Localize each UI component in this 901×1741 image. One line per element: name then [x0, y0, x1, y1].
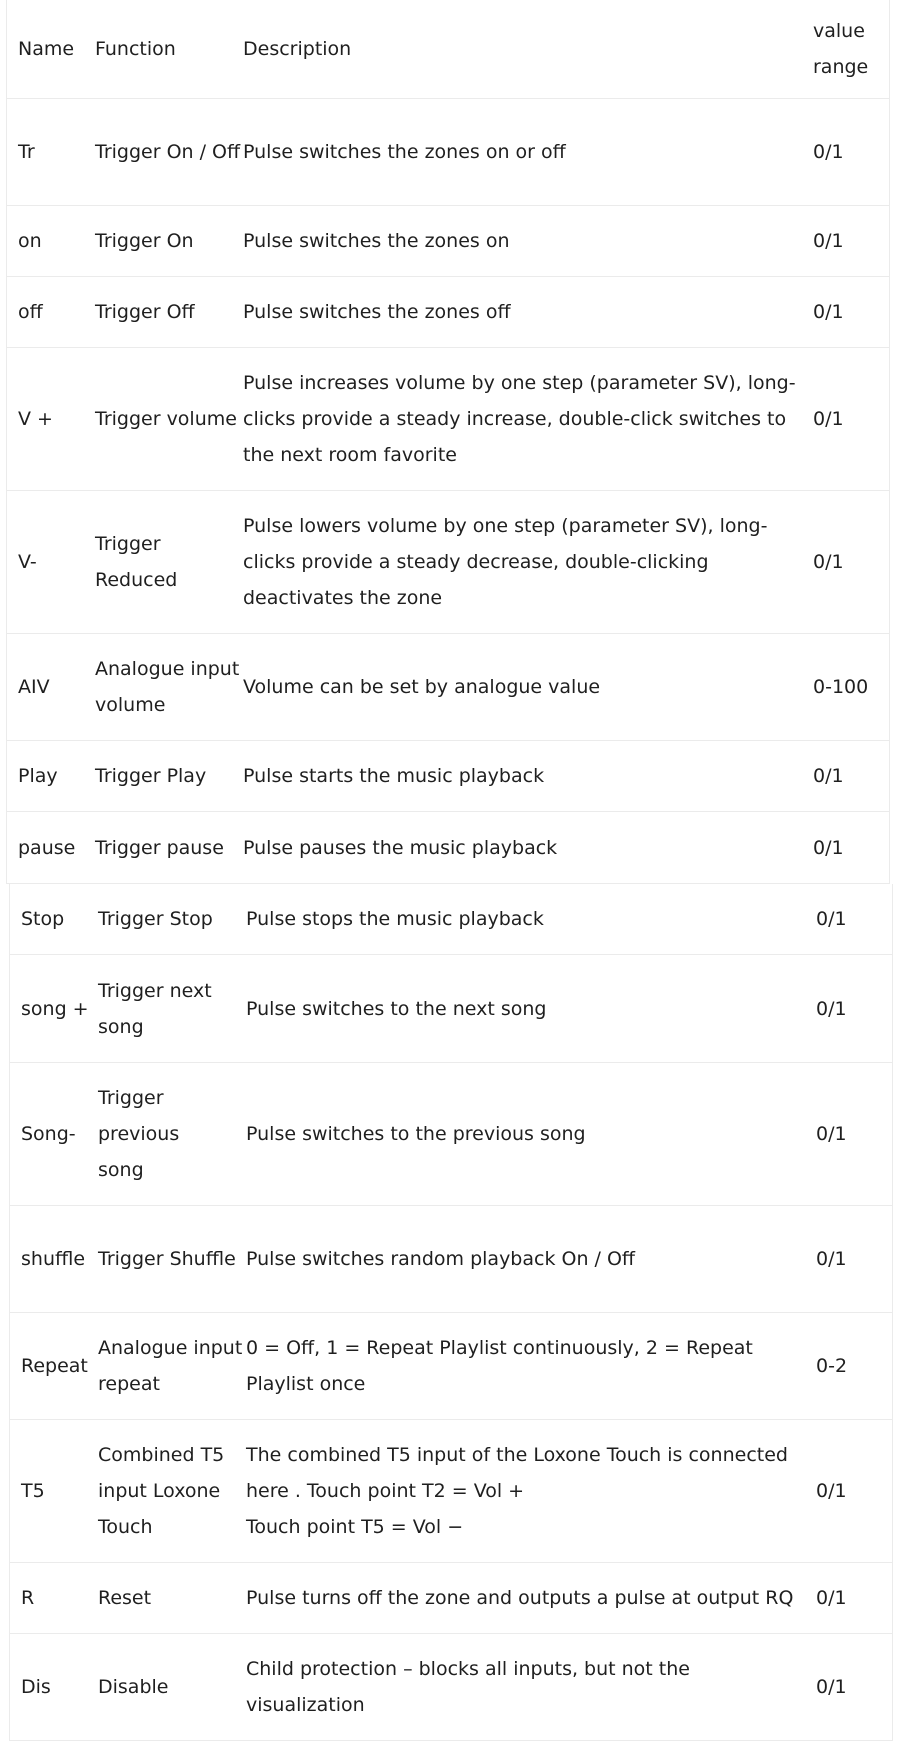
row-function: Trigger previous song: [98, 1087, 180, 1181]
row-description: Pulse increases volume by one step (parameter SV), long-clicks provide a steady increase, double-click switches to the next room favorite: [243, 372, 796, 466]
row-value-range: 0/1: [813, 408, 844, 430]
row-name: V +: [18, 408, 53, 430]
row-function: Trigger On: [95, 230, 194, 252]
row-function: Trigger Reduced: [95, 533, 178, 591]
table-row: [7, 277, 889, 348]
row-value-range: 0/1: [816, 1248, 847, 1270]
row-value-range: 0/1: [813, 836, 844, 859]
table-row: [10, 955, 892, 1063]
row-value-range: 0/1: [816, 1676, 847, 1698]
row-description: Pulse turns off the zone and outputs a pulse at output RQ: [246, 1587, 794, 1609]
table-row: [7, 99, 889, 206]
table-row: [7, 206, 889, 277]
row-description: Child protection – blocks all inputs, but not the visualization: [246, 1658, 690, 1716]
row-name: Play: [18, 765, 58, 787]
row-description: Pulse switches the zones on: [243, 230, 510, 252]
table-row: [7, 348, 889, 491]
row-value-range: 0/1: [813, 301, 844, 323]
row-function: Trigger Shuffle: [98, 1248, 236, 1270]
header-name: Name: [18, 38, 75, 60]
table-row: [10, 1313, 892, 1420]
row-function: Trigger pause: [95, 836, 224, 859]
row-value-range: 0/1: [813, 141, 844, 163]
table-row: [10, 1420, 892, 1563]
row-name: pause: [18, 836, 76, 859]
row-description: Pulse starts the music playback: [243, 765, 545, 787]
row-function: Trigger Off: [95, 301, 195, 323]
row-description: [246, 1420, 813, 1562]
row-function: Combined T5 input Loxone Touch: [98, 1444, 225, 1538]
row-value-range: 0/1: [816, 1587, 847, 1609]
row-name: song +: [21, 997, 89, 1020]
table-row: [7, 741, 889, 812]
row-name: off: [18, 301, 43, 323]
row-function: Analogue input repeat: [98, 1337, 243, 1395]
row-name: Stop: [21, 908, 65, 930]
inputs-table-part-2: [9, 884, 893, 1741]
table-row: [10, 884, 892, 955]
row-description: Pulse switches to the previous song: [246, 1123, 586, 1145]
row-description: Pulse pauses the music playback: [243, 836, 558, 859]
row-value-range: 0/1: [816, 997, 847, 1020]
row-name: shuffle: [21, 1248, 86, 1270]
row-name: Dis: [21, 1676, 51, 1698]
row-function: Trigger On / Off: [95, 141, 241, 163]
row-description: Pulse switches the zones off: [243, 301, 511, 323]
row-description-line-2: Touch point T5 = Vol −: [246, 1516, 464, 1538]
table-row: [10, 1634, 892, 1741]
header-function: Function: [95, 38, 176, 60]
table-row: [10, 1063, 892, 1206]
row-description-line-1: The combined T5 input of the Loxone Touch is connected here . Touch point T2 = Vol +: [246, 1444, 788, 1502]
row-description: Volume can be set by analogue value: [243, 676, 601, 698]
header-description: Description: [243, 38, 352, 60]
row-function: Analogue input volume: [95, 658, 240, 716]
table-row: [7, 491, 889, 634]
row-name: on: [18, 230, 42, 252]
inputs-table-part-1: [6, 0, 890, 884]
row-value-range: 0-100: [813, 676, 869, 698]
row-name: AIV: [18, 676, 50, 698]
row-function: Trigger Play: [95, 765, 207, 787]
row-value-range: 0/1: [816, 1123, 847, 1145]
row-description: Pulse lowers volume by one step (parameter SV), long-clicks provide a steady decrease, double-clicking deactivates the zone: [243, 515, 768, 609]
row-description: Pulse switches random playback On / Off: [246, 1248, 636, 1270]
table-row: [10, 1206, 892, 1313]
table-row: [10, 1563, 892, 1634]
row-function: Reset: [98, 1587, 152, 1609]
row-name: T5: [21, 1480, 45, 1502]
row-name: R: [21, 1587, 35, 1609]
table-header-row: [7, 0, 889, 99]
row-value-range: 0/1: [816, 908, 847, 930]
row-function: Trigger Stop: [98, 908, 213, 930]
row-function: Trigger volume: [95, 408, 237, 430]
row-name: Repeat: [21, 1355, 88, 1377]
row-value-range: 0/1: [813, 765, 844, 787]
row-name: Song-: [21, 1123, 76, 1145]
row-description: Pulse stops the music playback: [246, 908, 544, 930]
table-row: [7, 634, 889, 741]
row-function: Disable: [98, 1676, 169, 1698]
row-description: 0 = Off, 1 = Repeat Playlist continuously, 2 = Repeat Playlist once: [246, 1337, 753, 1395]
row-value-range: 0-2: [816, 1355, 848, 1377]
row-value-range: 0/1: [816, 1480, 847, 1502]
header-value-range: value range: [813, 20, 869, 78]
row-value-range: 0/1: [813, 230, 844, 252]
row-name: Tr: [18, 141, 35, 163]
row-function: Trigger next song: [98, 979, 212, 1038]
table-row: [7, 812, 889, 884]
row-description: Pulse switches the zones on or off: [243, 141, 566, 163]
row-value-range: 0/1: [813, 551, 844, 573]
row-name: V-: [18, 551, 37, 573]
row-description: Pulse switches to the next song: [246, 997, 547, 1020]
